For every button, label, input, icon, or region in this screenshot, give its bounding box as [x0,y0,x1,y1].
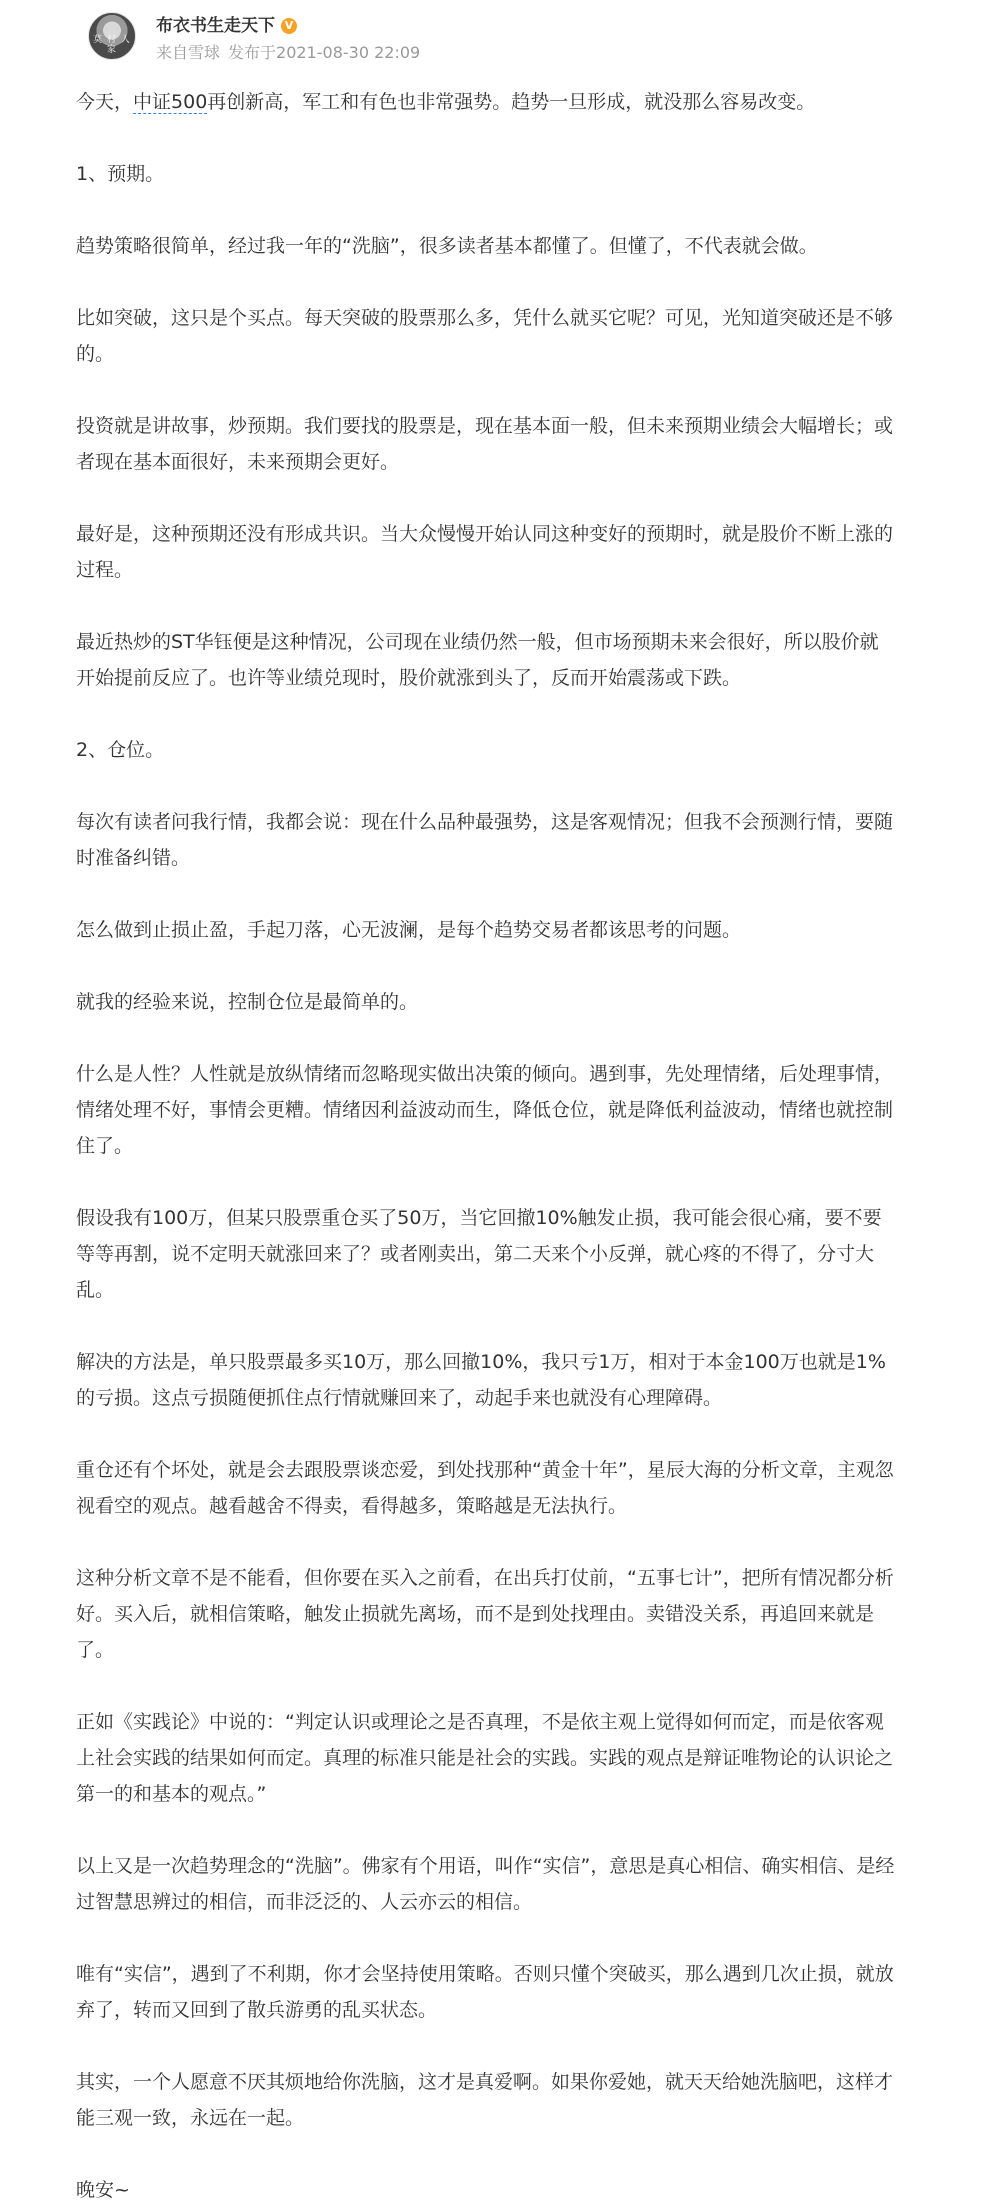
post-meta [156,42,420,64]
post-source: 来自雪球 [156,43,221,62]
author-row [156,14,297,38]
paragraph: 假设我有100万，但某只股票重仓买了50万，当它回撤10%触发止损，我可能会很心痛，要不要等等再割，说不定明天就涨回来了？或者刚卖出，第二天来个小反弹，就心疼的不得了，分寸大乱。 [76,1207,882,1301]
paragraph: 这种分析文章不是不能看，但你要在买入之前看，在出兵打仗前，“五事七计”，把所有情况都分析好。买入后，就相信策略，触发止损就先离场，而不是到处找理由。卖错没关系，再追回来就是了。 [76,1567,894,1661]
avatar[interactable] [88,12,136,60]
paragraph: 就我的经验来说，控制仓位是最简单的。 [76,991,419,1013]
paragraph-prefix: 今天， [76,91,134,113]
paragraph: 趋势策略很简单，经过我一年的“洗脑”，很多读者基本都懂了。但懂了，不代表就会做。 [76,235,818,257]
section-heading: 1、预期。 [76,163,165,185]
paragraph: 唯有“实信”，遇到了不利期，你才会坚持使用策略。否则只懂个突破买，那么遇到几次止损，就放弃了，转而又回到了散兵游勇的乱买状态。 [76,1963,894,2021]
paragraph: 最好是，这种预期还没有形成共识。当大众慢慢开始认同这种变好的预期时，就是股价不断上涨的过程。 [76,523,894,581]
paragraph: 以上又是一次趋势理念的“洗脑”。佛家有个用语，叫作“实信”，意思是真心相信、确实相信、是经过智慧思辨过的相信，而非泛泛的、人云亦云的相信。 [76,1855,895,1913]
paragraph: 重仓还有个坏处，就是会去跟股票谈恋爱，到处找那种“黄金十年”，星辰大海的分析文章，主观忽视看空的观点。越看越舍不得卖，看得越多，策略越是无法执行。 [76,1459,894,1517]
paragraph: 其实，一个人愿意不厌其烦地给你洗脑，这才是真爱啊。如果你爱她，就天天给她洗脑吧，这样才能三观一致，永远在一起。 [76,2071,894,2129]
avatar-caption: 莫 村 人 家 [93,35,131,55]
paragraph: 投资就是讲故事，炒预期。我们要找的股票是，现在基本面一般，但未来预期业绩会大幅增长；或者现在基本面很好，未来预期会更好。 [76,415,894,473]
paragraph: 什么是人性？人性就是放纵情绪而忽略现实做出决策的倾向。遇到事，先处理情绪，后处理事情，情绪处理不好，事情会更糟。情绪因利益波动而生，降低仓位，就是降低利益波动，情绪也就控制住了。 [76,1063,894,1157]
stock-link-csi500[interactable]: 中证500 [133,91,208,113]
post-header [88,8,948,72]
paragraph-suffix: 再创新高，军工和有色也非常强势。趋势一旦形成，就没那么容易改变。 [207,91,816,113]
post-timestamp: 发布于2021-08-30 22:09 [228,43,421,62]
paragraph: 比如突破，这只是个买点。每天突破的股票那么多，凭什么就买它呢？可见，光知道突破还是不够的。 [76,307,894,365]
closing-line: 晚安~ [76,2179,130,2201]
paragraph [76,84,896,120]
section-heading: 2、仓位。 [76,739,165,761]
paragraph: 解决的方法是，单只股票最多买10万，那么回撤10%，我只亏1万，相对于本金100万也就是1%的亏损。这点亏损随便抓住点行情就赚回来了，动起手来也就没有心理障碍。 [76,1351,886,1409]
paragraph: 每次有读者问我行情，我都会说：现在什么品种最强势，这是客观情况；但我不会预测行情，要随时准备纠错。 [76,811,894,869]
author-name[interactable]: 布衣书生走天下 [156,16,275,36]
paragraph: 怎么做到止损止盈，手起刀落，心无波澜，是每个趋势交易者都该思考的问题。 [76,919,742,941]
post-content [76,84,896,2208]
paragraph: 正如《实践论》中说的：“判定认识或理论之是否真理，不是依主观上觉得如何而定，而是依客观上社会实践的结果如何而定。真理的标准只能是社会的实践。实践的观点是辩证唯物论的认识论之第一的和基本的观点。” [76,1711,894,1805]
paragraph: 最近热炒的ST华钰便是这种情况，公司现在业绩仍然一般，但市场预期未来会很好，所以股价就开始提前反应了。也许等业绩兑现时，股价就涨到头了，反而开始震荡或下跌。 [76,631,879,689]
verified-badge-icon: V [281,18,297,34]
